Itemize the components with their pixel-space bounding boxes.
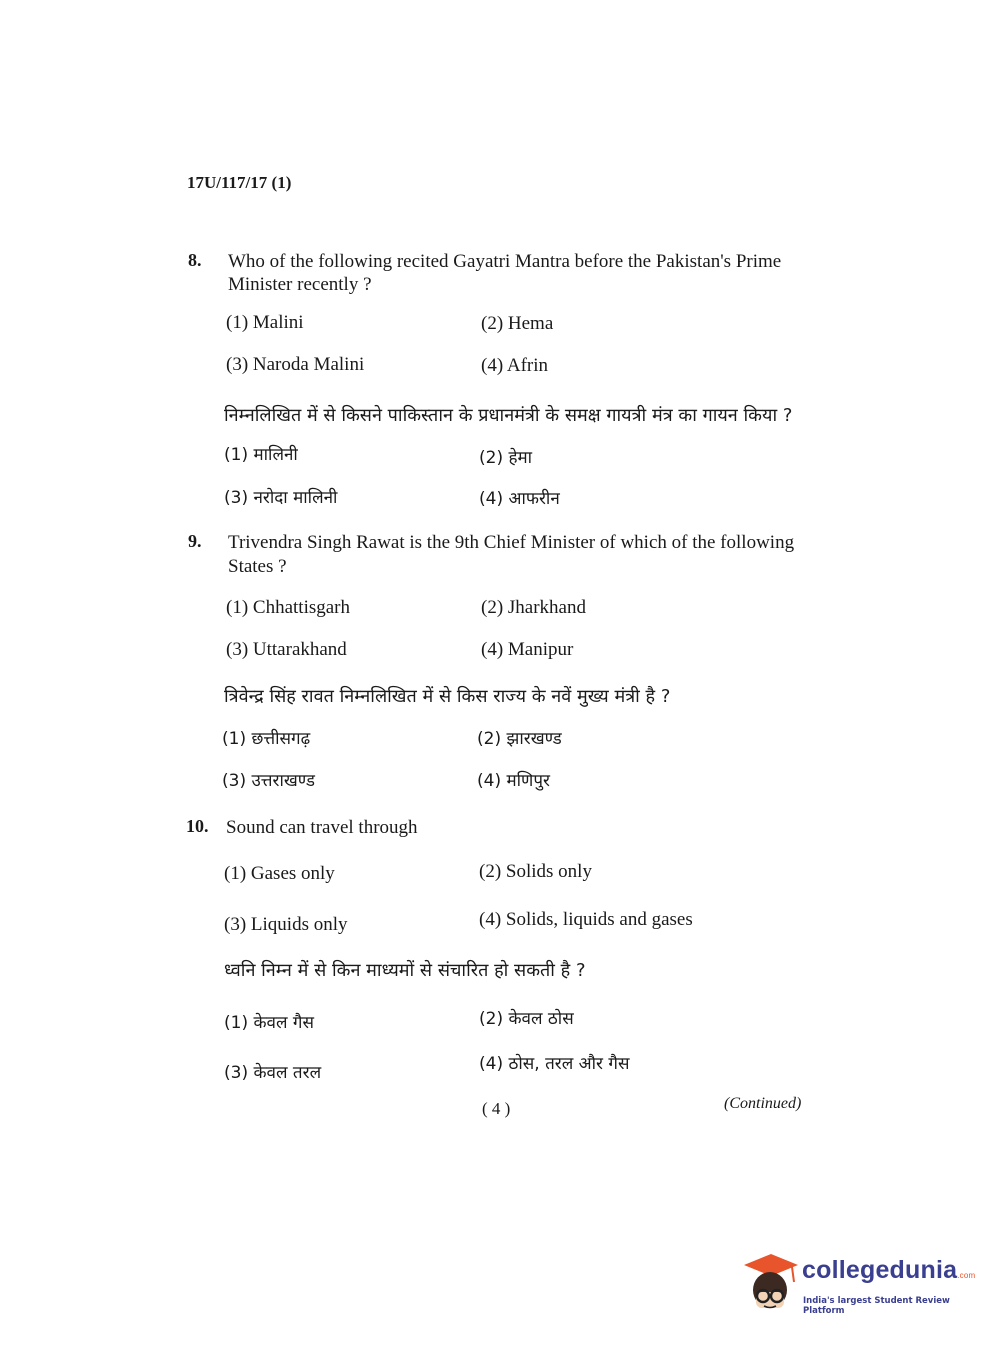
option-1[interactable]: (1) Gases only bbox=[224, 863, 335, 884]
option-4-hindi[interactable]: (4) मणिपुर bbox=[477, 771, 550, 791]
question-text: Trivendra Singh Rawat is the 9th Chief Minister of which of the following bbox=[228, 532, 795, 553]
option-3[interactable]: (3) Naroda Malini bbox=[226, 354, 365, 375]
option-1-hindi[interactable]: (1) छत्तीसगढ़ bbox=[222, 729, 311, 749]
option-2-hindi[interactable]: (2) केवल ठोस bbox=[479, 1009, 574, 1029]
question-text-hindi: त्रिवेन्द्र सिंह रावत निम्नलिखित में से किस राज्य के नवें मुख्य मंत्री है ? bbox=[224, 686, 671, 707]
question-text: Sound can travel through bbox=[226, 817, 418, 838]
mascot-icon bbox=[742, 1252, 800, 1314]
option-4[interactable]: (4) Manipur bbox=[481, 639, 574, 660]
option-1-hindi[interactable]: (1) केवल गैस bbox=[224, 1013, 314, 1033]
continued-label: (Continued) bbox=[724, 1095, 802, 1112]
option-3[interactable]: (3) Liquids only bbox=[224, 914, 348, 935]
logo-wordmark: collegedunia.com bbox=[802, 1256, 976, 1284]
option-4-hindi[interactable]: (4) आफरीन bbox=[479, 489, 560, 509]
paper-code: 17U/117/17 (1) bbox=[187, 173, 292, 192]
question-text-cont: Minister recently ? bbox=[228, 274, 372, 295]
question-number: 9. bbox=[188, 531, 202, 551]
option-2-hindi[interactable]: (2) झारखण्ड bbox=[477, 729, 562, 749]
question-text-cont: States ? bbox=[228, 556, 287, 577]
option-2[interactable]: (2) Jharkhand bbox=[481, 597, 586, 618]
logo-tagline: India's largest Student Review Platform bbox=[803, 1296, 950, 1316]
option-1-hindi[interactable]: (1) मालिनी bbox=[224, 445, 298, 465]
page-number: ( 4 ) bbox=[482, 1099, 511, 1118]
option-2-hindi[interactable]: (2) हेमा bbox=[479, 448, 533, 468]
option-4[interactable]: (4) Afrin bbox=[481, 355, 549, 376]
option-4-hindi[interactable]: (4) ठोस, तरल और गैस bbox=[479, 1054, 630, 1074]
option-3-hindi[interactable]: (3) उत्तराखण्ड bbox=[222, 771, 315, 791]
option-4[interactable]: (4) Solids, liquids and gases bbox=[479, 909, 693, 930]
option-3-hindi[interactable]: (3) नरोदा मालिनी bbox=[224, 488, 338, 508]
option-1[interactable]: (1) Chhattisgarh bbox=[226, 597, 351, 618]
question-text-hindi: ध्वनि निम्न में से किन माध्यमों से संचारित हो सकती है ? bbox=[224, 960, 586, 981]
question-text-hindi: निम्नलिखित में से किसने पाकिस्तान के प्रधानमंत्री के समक्ष गायत्री मंत्र का गायन किया ? bbox=[224, 405, 793, 426]
option-3-hindi[interactable]: (3) केवल तरल bbox=[224, 1063, 322, 1083]
option-2[interactable]: (2) Hema bbox=[481, 313, 554, 334]
option-2[interactable]: (2) Solids only bbox=[479, 861, 592, 882]
question-number: 8. bbox=[188, 250, 202, 270]
collegedunia-logo[interactable] bbox=[742, 1252, 976, 1316]
question-text: Who of the following recited Gayatri Mantra before the Pakistan's Prime bbox=[228, 251, 782, 272]
question-number: 10. bbox=[186, 816, 209, 836]
option-1[interactable]: (1) Malini bbox=[226, 312, 304, 333]
option-3[interactable]: (3) Uttarakhand bbox=[226, 639, 347, 660]
